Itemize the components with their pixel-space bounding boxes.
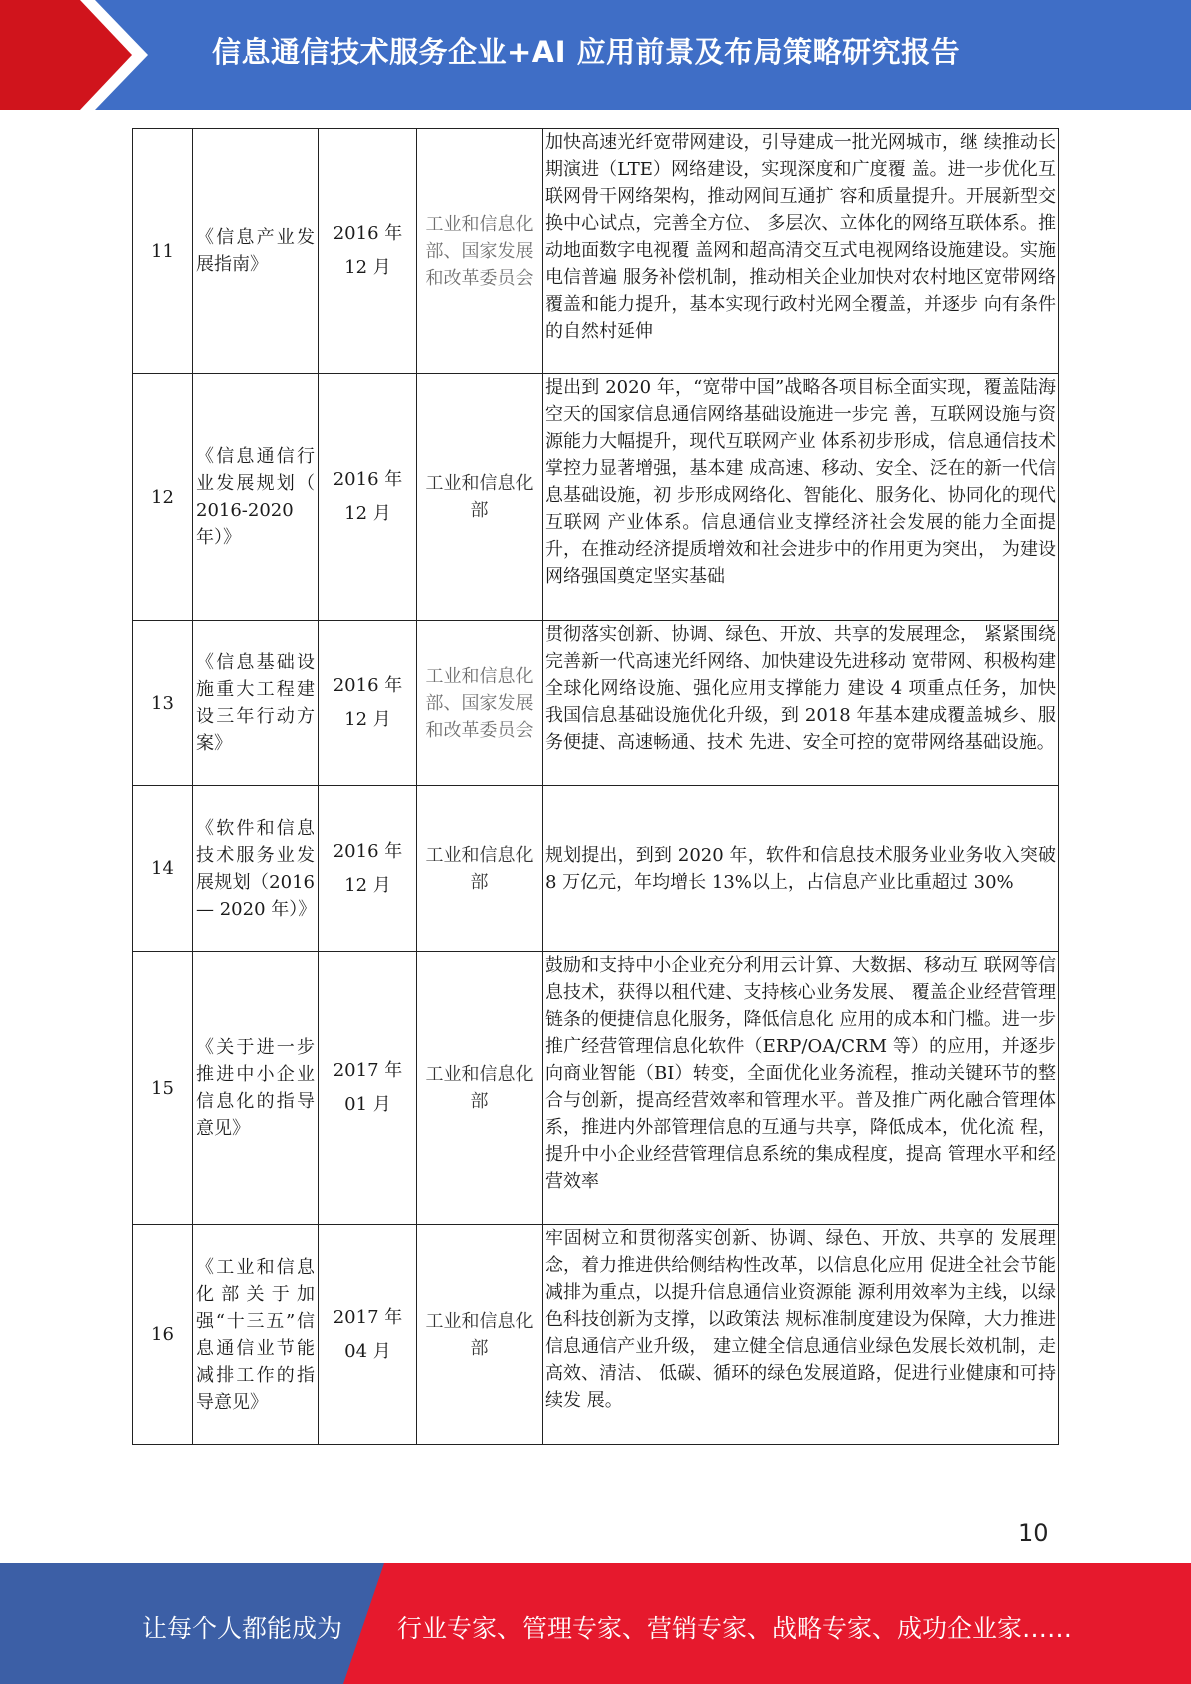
row-number: 14 [133,786,193,952]
issuing-department: 工业和信息化部 [417,952,543,1225]
table-row [133,374,1059,621]
policy-table [132,128,1059,1445]
policy-name: 《软件和信息技术服务业发展规划（2016 — 2020 年）》 [193,786,319,952]
policy-content: 提出到 2020 年，“宽带中国”战略各项目标全面实现，覆盖陆海空天的国家信息通信网络基础设施进一步完 善，互联网设施与资源能力大幅提升，现代互联网产业 体系初步形成，信息通信技术掌控力显著增强，基本建 成高速、移动、安全、泛在的新一代信息基础设施，初 步形成网络化、智能化、服务化、协同化的现代互联网 产业体系。信息通信业支撑经济社会发展的能力全面提 升，在推动经济提质增效和社会进步中的作用更为突出， 为建设网络强国奠定坚实基础 [543,374,1059,621]
policy-name: 《信息通信行业发展规划（ 2016-2020 年）》 [193,374,319,621]
issuing-department: 工业和信息化部 [417,786,543,952]
policy-name: 《工业和信息化部关于加强“十三五”信息通信业节能减排工作的指导意见》 [193,1225,319,1445]
policy-name: 《关于进一步推进中小企业信息化的指导意见》 [193,952,319,1225]
table-row [133,129,1059,374]
header-arrow-decoration [0,0,160,110]
policy-content: 贯彻落实创新、协调、绿色、开放、共享的发展理念， 紧紧围绕完善新一代高速光纤网络、加快建设先进移动 宽带网、积极构建全球化网络设施、强化应用支撑能力 建设 4 项重点任务，加快我国信息基础设施优化升级，到 2018 年基本建成覆盖城乡、服务便捷、高速畅通、技术 先进、安全可控的宽带网络基础设施。 [543,621,1059,786]
header-bar [0,0,1191,110]
policy-content: 鼓励和支持中小企业充分利用云计算、大数据、移动互 联网等信息技术，获得以租代建、支持核心业务发展、 覆盖企业经营管理链条的便捷信息化服务，降低信息化 应用的成本和门槛。进一步推广经营管理信息化软件（ERP/OA/CRM 等）的应用，并逐步向商业智能（BI）转变，全面优化业务流程，推动关键环节的整合与创新，提高经营效率和管理水平。普及推广两化融合管理体系，推进内外部管理信息的互通与共享，降低成本，优化流 程，提升中小企业经营管理信息系统的集成程度，提高 管理水平和经营效率 [543,952,1059,1225]
policy-name: 《信息基础设施重大工程建设三年行动方案》 [193,621,319,786]
issue-date: 2016 年 12 月 [319,621,417,786]
table-row [133,1225,1059,1445]
table-row [133,786,1059,952]
policy-content: 规划提出，到到 2020 年，软件和信息技术服务业业务收入突破 8 万亿元，年均增长 13%以上，占信息产业比重超过 30% [543,786,1059,952]
footer-banner [0,1563,1191,1684]
issuing-department: 工业和信息化部 [417,374,543,621]
row-number: 15 [133,952,193,1225]
row-number: 11 [133,129,193,374]
page-number: 10 [1018,1519,1049,1547]
issuing-department: 工业和信息化部、国家发展和改革委员会 [417,129,543,374]
issuing-department: 工业和信息化部、国家发展和改革委员会 [417,621,543,786]
issue-date: 2017 年 01 月 [319,952,417,1225]
policy-content: 牢固树立和贯彻落实创新、协调、绿色、开放、共享的 发展理念，着力推进供给侧结构性改革，以信息化应用 促进全社会节能减排为重点，以提升信息通信业资源能 源利用效率为主线，以绿色科技创新为支撑，以政策法 规标准制度建设为保障，大力推进信息通信产业升级， 建立健全信息通信业绿色发展长效机制，走高效、清洁、 低碳、循环的绿色发展道路，促进行业健康和可持续发 展。 [543,1225,1059,1445]
row-number: 12 [133,374,193,621]
report-title: 信息通信技术服务企业+AI 应用前景及布局策略研究报告 [212,35,961,69]
table-row [133,621,1059,786]
row-number: 13 [133,621,193,786]
footer-slogan-left: 让每个人都能成为 [142,1614,343,1643]
issue-date: 2017 年 04 月 [319,1225,417,1445]
footer-slogan-right: 行业专家、管理专家、营销专家、战略专家、成功企业家…… [397,1614,1073,1643]
issue-date: 2016 年 12 月 [319,129,417,374]
row-number: 16 [133,1225,193,1445]
issue-date: 2016 年 12 月 [319,786,417,952]
table-row [133,952,1059,1225]
policy-content: 加快高速光纤宽带网建设，引导建成一批光网城市，继 续推动长期演进（LTE）网络建设，实现深度和广度覆 盖。进一步优化互联网骨干网络架构，推动网间互通扩 容和质量提升。开展新型交换中心试点，完善全方位、 多层次、立体化的网络互联体系。推动地面数字电视覆 盖网和超高清交互式电视网络设施建设。实施电信普遍 服务补偿机制，推动相关企业加快对农村地区宽带网络 覆盖和能力提升，基本实现行政村光网全覆盖，并逐步 向有条件的自然村延伸 [543,129,1059,374]
issuing-department: 工业和信息化部 [417,1225,543,1445]
issue-date: 2016 年 12 月 [319,374,417,621]
policy-name: 《信息产业发展指南》 [193,129,319,374]
